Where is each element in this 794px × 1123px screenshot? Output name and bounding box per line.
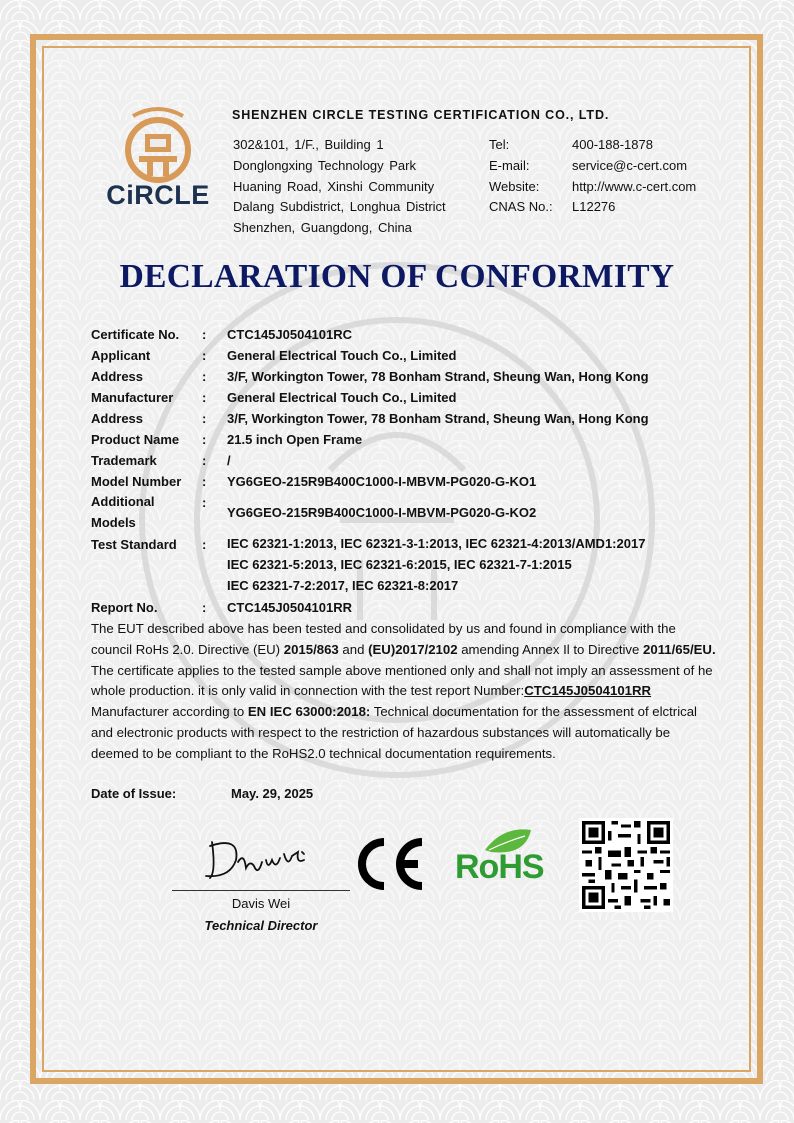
field-colon: : <box>202 432 207 447</box>
field-label: Address <box>91 411 144 426</box>
field-value: 3/F, Workington Tower, 78 Bonham Strand, Sheung Wan, Hong Kong <box>227 369 649 384</box>
field-value: General Electrical Touch Co., Limited <box>227 348 457 363</box>
field-colon: : <box>202 411 207 426</box>
field-value <box>227 534 645 596</box>
statement-text: and <box>338 641 369 657</box>
signatory-name: Davis Wei <box>231 896 291 911</box>
statement-text: Manufacturer according to <box>91 704 248 720</box>
field-colon: : <box>202 537 207 552</box>
statement-text: The certificate applies to the tested sample above mentioned only and shall not imply an assessment of he whole production. it is only valid in connection with the test report Number: <box>91 662 713 699</box>
directive-ref: 2011/65/EU. <box>643 641 716 657</box>
address-line: Shenzhen, Guangdong, China <box>233 220 412 236</box>
field-label-line: Models <box>91 514 136 530</box>
qr-code <box>579 818 673 912</box>
signatory-title: Technical Director <box>204 918 318 933</box>
field-colon: : <box>202 453 207 468</box>
field-label: Test Standard <box>91 537 177 552</box>
standard-ref: EN IEC 63000:2018: <box>247 704 371 720</box>
standard-line: IEC 62321-1:2013, IEC 62321-3-1:2013, IEC 62321-4:2013/AMD1:2017 <box>227 536 646 551</box>
signature-line <box>172 890 350 891</box>
directive-ref: 2015/863 <box>283 641 339 657</box>
statement-text: The EUT described above has been tested and consolidated by us and found in compliance with the council RoHs 2.0. Directive (EU) <box>91 621 676 657</box>
contact-value: 400-188-1878 <box>572 137 653 152</box>
contact-value: L12276 <box>572 199 616 215</box>
date-of-issue <box>91 786 314 801</box>
field-label: Model Number <box>91 474 182 489</box>
contact-label: E-mail: <box>489 157 530 173</box>
field-value: CTC145J0504101RC <box>227 327 353 342</box>
statement-paragraph <box>91 619 716 702</box>
issuer-company-name: SHENZHEN CIRCLE TESTING CERTIFICATION CO., LTD. <box>232 108 610 122</box>
address-line: Dalang Subdistrict, Longhua District <box>233 199 446 215</box>
rohs-mark: RoHS <box>455 848 544 886</box>
contact-row-cnas <box>489 197 696 218</box>
statement-text: amending Annex Il to Directive <box>457 641 644 657</box>
ce-mark-icon <box>352 836 428 892</box>
date-label: Date of Issue: <box>91 786 177 801</box>
field-value: YG6GEO-215R9B400C1000-I-MBVM-PG020-G-KO2 <box>227 505 537 520</box>
contact-row-website <box>489 177 696 198</box>
statement-paragraph <box>91 702 716 764</box>
field-value: 3/F, Workington Tower, 78 Bonham Strand, Sheung Wan, Hong Kong <box>227 411 649 426</box>
address-line: Donglongxing Technology Park <box>233 157 416 173</box>
statement-text: Technical documentation for the assessment of elctrical and electronic products with respect to the restriction of hazardous substances will automatically be deemed to be compliant to the RoHS2.0 technical documentation requirements. <box>91 704 697 761</box>
field-value: 21.5 inch Open Frame <box>227 432 363 447</box>
field-colon: : <box>202 348 207 363</box>
compliance-statement <box>91 619 716 765</box>
date-value: May. 29, 2025 <box>231 786 314 801</box>
field-label: Trademark <box>91 453 157 468</box>
contact-label: Website: <box>489 178 540 194</box>
field-label: Address <box>91 369 144 384</box>
field-label: Product Name <box>91 432 180 447</box>
field-label-line: Additional <box>91 494 155 509</box>
logo-wordmark: CiRCLE <box>106 180 210 210</box>
document-title: DECLARATION OF CONFORMITY <box>119 258 675 295</box>
field-label: Manufacturer <box>91 390 174 405</box>
issuer-contacts <box>489 135 696 218</box>
field-value: / <box>227 453 231 468</box>
field-label: Applicant <box>91 348 151 363</box>
field-colon: : <box>202 495 207 510</box>
field-colon: : <box>202 369 207 384</box>
address-line: 302&101, 1/F., Building 1 <box>233 137 384 152</box>
field-colon: : <box>202 327 207 342</box>
report-number-ref: CTC145J0504101RR <box>524 683 652 699</box>
field-colon: : <box>202 390 207 405</box>
address-line: Huaning Road, Xinshi Community <box>233 178 435 194</box>
field-colon: : <box>202 474 207 489</box>
directive-ref: (EU)2017/2102 <box>368 641 458 657</box>
issuer-address <box>233 135 446 239</box>
field-value: CTC145J0504101RR <box>227 600 353 615</box>
contact-value: http://www.c-cert.com <box>572 178 697 194</box>
contact-label: Tel: <box>489 137 510 152</box>
field-label <box>91 492 196 533</box>
standard-line: IEC 62321-5:2013, IEC 62321-6:2015, IEC 62321-7-1:2015 <box>227 556 572 572</box>
contact-row-tel <box>489 135 696 156</box>
field-value: General Electrical Touch Co., Limited <box>227 390 457 405</box>
contact-row-email <box>489 156 696 177</box>
field-label: Report No. <box>91 600 158 615</box>
contact-value: service@c-cert.com <box>572 157 688 173</box>
field-label: Certificate No. <box>91 327 180 342</box>
contact-label: CNAS No.: <box>489 199 553 215</box>
standard-line: IEC 62321-7-2:2017, IEC 62321-8:2017 <box>227 577 459 593</box>
field-value: YG6GEO-215R9B400C1000-I-MBVM-PG020-G-KO1 <box>227 474 537 489</box>
field-colon: : <box>202 600 207 615</box>
signature <box>200 832 320 882</box>
